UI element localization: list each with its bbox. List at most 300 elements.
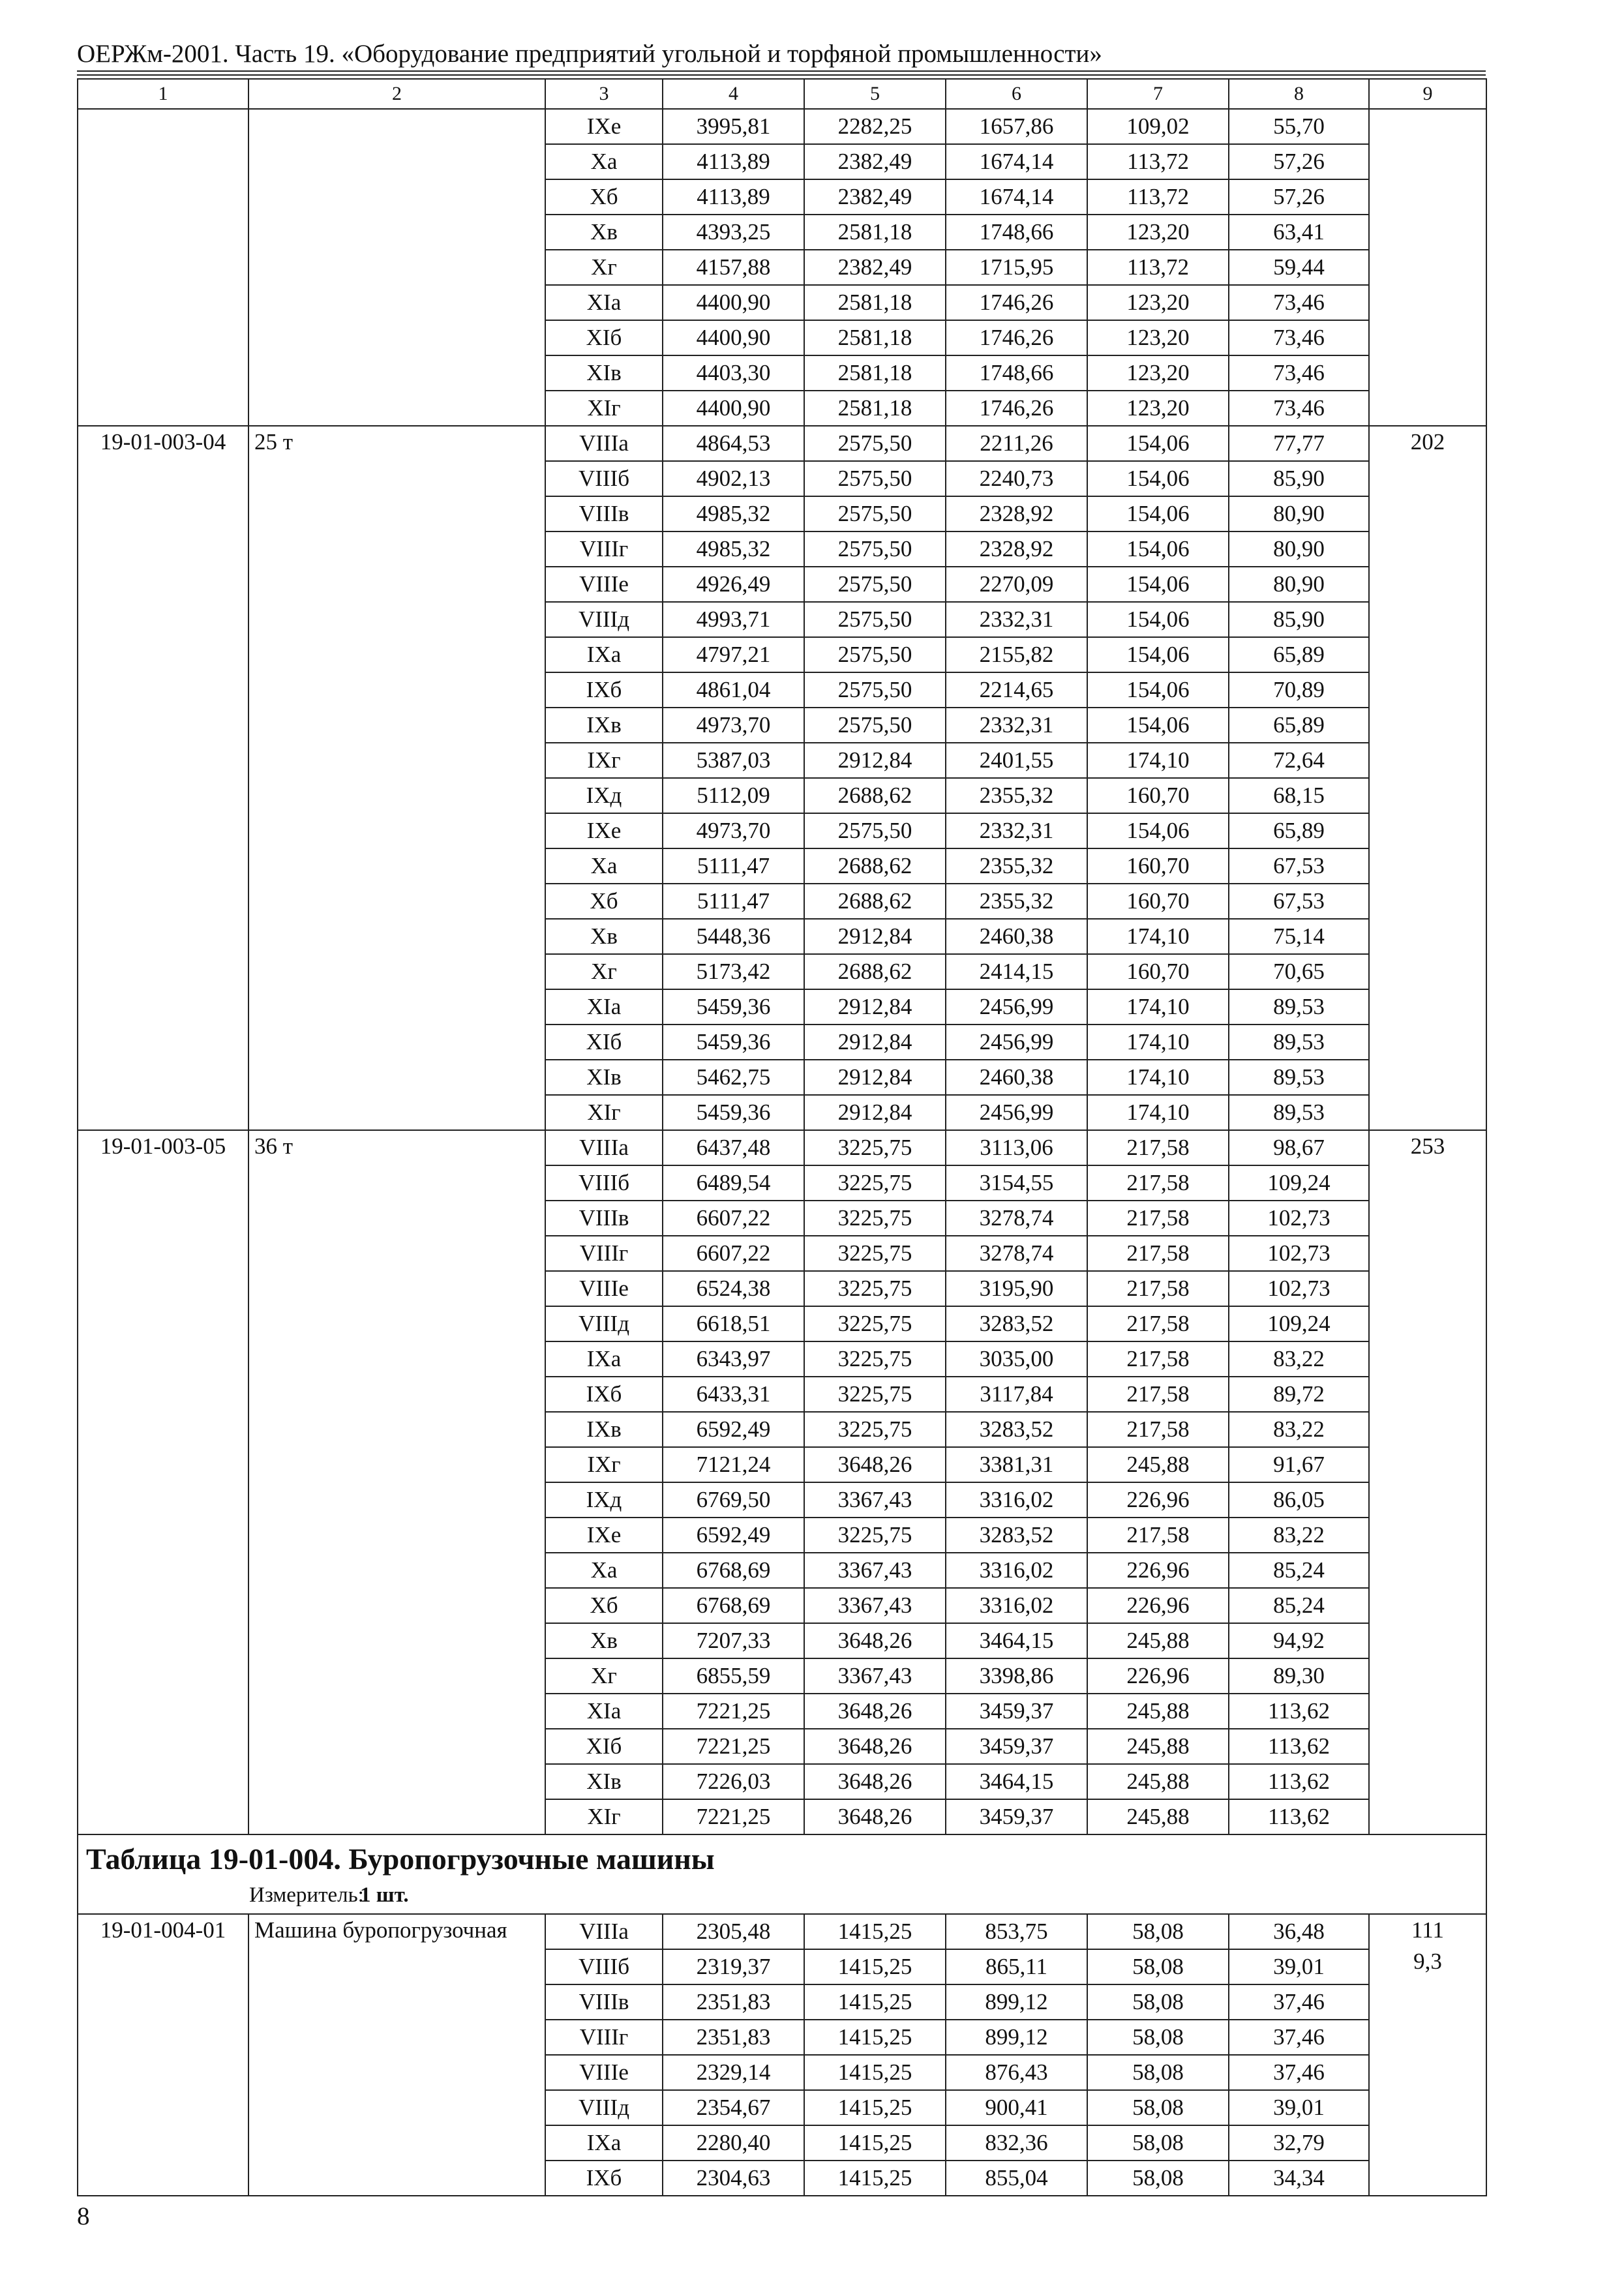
labor-cost-cell: 2575,50	[804, 496, 946, 531]
operator-wage-cell: 217,58	[1087, 1165, 1229, 1201]
labor-cost-cell: 3367,43	[804, 1553, 946, 1588]
column-number-cell: 8	[1229, 79, 1369, 109]
equipment-cost-cell: 865,11	[946, 1949, 1087, 1984]
materials-cost-cell: 85,90	[1229, 461, 1369, 496]
code-cell	[78, 109, 248, 426]
labor-cost-cell: 2688,62	[804, 954, 946, 989]
materials-cost-cell: 73,46	[1229, 355, 1369, 391]
operator-wage-cell: 174,10	[1087, 1095, 1229, 1130]
labor-cost-cell: 3225,75	[804, 1341, 946, 1377]
region-cell: VIIIг	[545, 2020, 663, 2055]
labor-cost-cell: 2575,50	[804, 426, 946, 461]
labor-cost-cell: 1415,25	[804, 1949, 946, 1984]
operator-wage-cell: 58,08	[1087, 1984, 1229, 2020]
region-cell: IXг	[545, 1447, 663, 1482]
materials-cost-cell: 39,01	[1229, 1949, 1369, 1984]
column-number-cell: 2	[248, 79, 545, 109]
materials-cost-cell: 85,24	[1229, 1588, 1369, 1623]
equipment-cost-cell: 1746,26	[946, 285, 1087, 320]
column-number-cell: 6	[946, 79, 1087, 109]
labor-cost-cell: 1415,25	[804, 2125, 946, 2161]
equipment-cost-cell: 3464,15	[946, 1623, 1087, 1658]
total-cost-cell: 6768,69	[663, 1553, 804, 1588]
region-cell: IXа	[545, 637, 663, 672]
labor-cost-cell: 3225,75	[804, 1412, 946, 1447]
code-cell: 19-01-003-04	[78, 426, 248, 1130]
total-cost-cell: 7121,24	[663, 1447, 804, 1482]
total-cost-cell: 4113,89	[663, 144, 804, 179]
wage-rate-value: 9,3	[1413, 1949, 1442, 1974]
measurement-value: 1 шт.	[360, 1883, 409, 1907]
labor-cost-cell: 2912,84	[804, 989, 946, 1025]
labor-cost-cell: 2575,50	[804, 813, 946, 848]
code-cell: 19-01-004-01	[78, 1914, 248, 2196]
region-cell: IXд	[545, 1482, 663, 1518]
measurement-unit	[86, 1881, 1486, 1909]
materials-cost-cell: 65,89	[1229, 708, 1369, 743]
total-cost-cell: 4400,90	[663, 391, 804, 426]
labor-cost-cell: 3648,26	[804, 1694, 946, 1729]
equipment-cost-cell: 1746,26	[946, 391, 1087, 426]
materials-cost-cell: 70,65	[1229, 954, 1369, 989]
labor-cost-cell: 3225,75	[804, 1201, 946, 1236]
operator-wage-cell: 160,70	[1087, 778, 1229, 813]
labor-cost-cell: 3648,26	[804, 1799, 946, 1834]
region-cell: Xг	[545, 1658, 663, 1694]
labor-cost-cell: 3225,75	[804, 1518, 946, 1553]
total-cost-cell: 6768,69	[663, 1588, 804, 1623]
materials-cost-cell: 80,90	[1229, 531, 1369, 567]
equipment-cost-cell: 832,36	[946, 2125, 1087, 2161]
materials-cost-cell: 57,26	[1229, 179, 1369, 215]
region-cell: XIг	[545, 391, 663, 426]
operator-wage-cell: 58,08	[1087, 2161, 1229, 2196]
materials-cost-cell: 89,53	[1229, 989, 1369, 1025]
equipment-cost-cell: 3154,55	[946, 1165, 1087, 1201]
labor-cost-cell: 2912,84	[804, 1060, 946, 1095]
materials-cost-cell: 77,77	[1229, 426, 1369, 461]
operator-wage-cell: 217,58	[1087, 1518, 1229, 1553]
equipment-cost-cell: 1746,26	[946, 320, 1087, 355]
labor-cost-cell: 2581,18	[804, 285, 946, 320]
operator-wage-cell: 217,58	[1087, 1236, 1229, 1271]
operator-wage-cell: 174,10	[1087, 743, 1229, 778]
materials-cost-cell: 113,62	[1229, 1729, 1369, 1764]
total-cost-cell: 4403,30	[663, 355, 804, 391]
labor-cost-cell: 2912,84	[804, 1025, 946, 1060]
equipment-cost-cell: 3316,02	[946, 1553, 1087, 1588]
total-cost-cell: 5111,47	[663, 884, 804, 919]
equipment-cost-cell: 2355,32	[946, 884, 1087, 919]
region-cell: IXг	[545, 743, 663, 778]
labor-cost-cell: 2581,18	[804, 320, 946, 355]
materials-cost-cell: 39,01	[1229, 2090, 1369, 2125]
operator-wage-cell: 58,08	[1087, 1914, 1229, 1949]
materials-cost-cell: 98,67	[1229, 1130, 1369, 1165]
materials-cost-cell: 102,73	[1229, 1201, 1369, 1236]
total-cost-cell: 4985,32	[663, 496, 804, 531]
region-cell: XIа	[545, 989, 663, 1025]
labor-cost-cell: 2688,62	[804, 884, 946, 919]
total-cost-cell: 7221,25	[663, 1729, 804, 1764]
region-cell: XIг	[545, 1799, 663, 1834]
equipment-cost-cell: 899,12	[946, 2020, 1087, 2055]
header-rule-top	[77, 70, 1486, 72]
region-cell: Xб	[545, 1588, 663, 1623]
equipment-cost-cell: 900,41	[946, 2090, 1087, 2125]
labor-cost-cell: 2575,50	[804, 567, 946, 602]
operator-wage-cell: 217,58	[1087, 1271, 1229, 1306]
wage-rate-cell	[1369, 1130, 1486, 1834]
region-cell: IXе	[545, 1518, 663, 1553]
equipment-cost-cell: 2456,99	[946, 1095, 1087, 1130]
region-cell: IXб	[545, 1377, 663, 1412]
operator-wage-cell: 174,10	[1087, 989, 1229, 1025]
materials-cost-cell: 94,92	[1229, 1623, 1369, 1658]
equipment-cost-cell: 3398,86	[946, 1658, 1087, 1694]
labor-cost-cell: 2575,50	[804, 461, 946, 496]
operator-wage-cell: 154,06	[1087, 672, 1229, 708]
total-cost-cell: 2351,83	[663, 2020, 804, 2055]
region-cell: IXд	[545, 778, 663, 813]
equipment-cost-cell: 3459,37	[946, 1694, 1087, 1729]
total-cost-cell: 2319,37	[663, 1949, 804, 1984]
region-cell: VIIIа	[545, 426, 663, 461]
operator-wage-cell: 217,58	[1087, 1341, 1229, 1377]
header-rule-bottom	[77, 74, 1486, 76]
materials-cost-cell: 83,22	[1229, 1341, 1369, 1377]
operator-wage-cell: 174,10	[1087, 1060, 1229, 1095]
materials-cost-cell: 34,34	[1229, 2161, 1369, 2196]
region-cell: Xв	[545, 215, 663, 250]
table-row	[78, 426, 1486, 461]
labor-cost-cell: 3648,26	[804, 1729, 946, 1764]
equipment-cost-cell: 2332,31	[946, 813, 1087, 848]
materials-cost-cell: 73,46	[1229, 391, 1369, 426]
equipment-cost-cell: 3464,15	[946, 1764, 1087, 1799]
column-number-cell: 3	[545, 79, 663, 109]
total-cost-cell: 4797,21	[663, 637, 804, 672]
column-number-cell: 5	[804, 79, 946, 109]
equipment-cost-cell: 3316,02	[946, 1588, 1087, 1623]
labor-cost-cell: 3225,75	[804, 1130, 946, 1165]
operator-wage-cell: 174,10	[1087, 1025, 1229, 1060]
region-cell: IXб	[545, 672, 663, 708]
region-cell: Xв	[545, 919, 663, 954]
total-cost-cell: 4926,49	[663, 567, 804, 602]
operator-wage-cell: 245,88	[1087, 1729, 1229, 1764]
region-cell: XIв	[545, 1764, 663, 1799]
equipment-cost-cell: 2270,09	[946, 567, 1087, 602]
operator-wage-cell: 58,08	[1087, 1949, 1229, 1984]
labor-cost-cell: 2912,84	[804, 743, 946, 778]
total-cost-cell: 6433,31	[663, 1377, 804, 1412]
materials-cost-cell: 80,90	[1229, 567, 1369, 602]
materials-cost-cell: 67,53	[1229, 884, 1369, 919]
equipment-cost-cell: 3459,37	[946, 1799, 1087, 1834]
labor-cost-cell: 2912,84	[804, 1095, 946, 1130]
equipment-cost-cell: 899,12	[946, 1984, 1087, 2020]
materials-cost-cell: 109,24	[1229, 1165, 1369, 1201]
region-cell: Xб	[545, 179, 663, 215]
total-cost-cell: 4902,13	[663, 461, 804, 496]
labor-cost-cell: 3648,26	[804, 1447, 946, 1482]
labor-cost-cell: 2382,49	[804, 250, 946, 285]
total-cost-cell: 6618,51	[663, 1306, 804, 1341]
table-row	[78, 1130, 1486, 1165]
operator-wage-cell: 226,96	[1087, 1588, 1229, 1623]
region-cell: IXб	[545, 2161, 663, 2196]
region-cell: VIIIв	[545, 496, 663, 531]
labor-cost-cell: 2581,18	[804, 355, 946, 391]
total-cost-cell: 4393,25	[663, 215, 804, 250]
labor-cost-cell: 2912,84	[804, 919, 946, 954]
operator-wage-cell: 226,96	[1087, 1553, 1229, 1588]
column-number-row	[78, 79, 1486, 109]
column-number-cell: 1	[78, 79, 248, 109]
labor-cost-cell: 2575,50	[804, 602, 946, 637]
equipment-cost-cell: 2214,65	[946, 672, 1087, 708]
equipment-cost-cell: 2355,32	[946, 778, 1087, 813]
materials-cost-cell: 63,41	[1229, 215, 1369, 250]
materials-cost-cell: 89,53	[1229, 1095, 1369, 1130]
total-cost-cell: 5112,09	[663, 778, 804, 813]
total-cost-cell: 4973,70	[663, 813, 804, 848]
materials-cost-cell: 113,62	[1229, 1694, 1369, 1729]
total-cost-cell: 5387,03	[663, 743, 804, 778]
total-cost-cell: 7221,25	[663, 1694, 804, 1729]
region-cell: Xа	[545, 1553, 663, 1588]
wage-rate-value: 253	[1410, 1133, 1445, 1159]
total-cost-cell: 6855,59	[663, 1658, 804, 1694]
wage-rate-cell	[1369, 109, 1486, 426]
price-table	[77, 78, 1487, 2196]
operator-wage-cell: 58,08	[1087, 2020, 1229, 2055]
operator-wage-cell: 123,20	[1087, 285, 1229, 320]
total-cost-cell: 6607,22	[663, 1236, 804, 1271]
equipment-cost-cell: 3459,37	[946, 1729, 1087, 1764]
materials-cost-cell: 72,64	[1229, 743, 1369, 778]
section-header-cell	[78, 1834, 1486, 1914]
equipment-cost-cell: 1674,14	[946, 144, 1087, 179]
wage-rate-cell	[1369, 426, 1486, 1130]
code-cell: 19-01-003-05	[78, 1130, 248, 1834]
labor-cost-cell: 2581,18	[804, 391, 946, 426]
region-cell: XIб	[545, 1729, 663, 1764]
materials-cost-cell: 37,46	[1229, 2055, 1369, 2090]
total-cost-cell: 5111,47	[663, 848, 804, 884]
operator-wage-cell: 217,58	[1087, 1306, 1229, 1341]
total-cost-cell: 4864,53	[663, 426, 804, 461]
equipment-cost-cell: 1748,66	[946, 215, 1087, 250]
region-cell: VIIIв	[545, 1984, 663, 2020]
operator-wage-cell: 217,58	[1087, 1130, 1229, 1165]
equipment-cost-cell: 3278,74	[946, 1236, 1087, 1271]
operator-wage-cell: 58,08	[1087, 2125, 1229, 2161]
operator-wage-cell: 154,06	[1087, 426, 1229, 461]
materials-cost-cell: 86,05	[1229, 1482, 1369, 1518]
equipment-cost-cell: 3283,52	[946, 1518, 1087, 1553]
region-cell: VIIIб	[545, 461, 663, 496]
region-cell: VIIIг	[545, 1236, 663, 1271]
operator-wage-cell: 154,06	[1087, 496, 1229, 531]
region-cell: VIIIб	[545, 1165, 663, 1201]
region-cell: XIа	[545, 1694, 663, 1729]
total-cost-cell: 5459,36	[663, 989, 804, 1025]
operator-wage-cell: 58,08	[1087, 2055, 1229, 2090]
equipment-cost-cell: 3278,74	[946, 1201, 1087, 1236]
table-row	[78, 1914, 1486, 1949]
table-body	[78, 109, 1486, 2196]
region-cell: XIг	[545, 1095, 663, 1130]
equipment-cost-cell: 3283,52	[946, 1306, 1087, 1341]
region-cell: VIIIа	[545, 1130, 663, 1165]
materials-cost-cell: 89,53	[1229, 1025, 1369, 1060]
materials-cost-cell: 89,72	[1229, 1377, 1369, 1412]
operator-wage-cell: 245,88	[1087, 1447, 1229, 1482]
materials-cost-cell: 109,24	[1229, 1306, 1369, 1341]
operator-wage-cell: 154,06	[1087, 461, 1229, 496]
equipment-cost-cell: 3316,02	[946, 1482, 1087, 1518]
operator-wage-cell: 160,70	[1087, 884, 1229, 919]
materials-cost-cell: 65,89	[1229, 813, 1369, 848]
labor-cost-cell: 1415,25	[804, 1914, 946, 1949]
materials-cost-cell: 89,53	[1229, 1060, 1369, 1095]
column-number-cell: 4	[663, 79, 804, 109]
total-cost-cell: 5173,42	[663, 954, 804, 989]
operator-wage-cell: 154,06	[1087, 637, 1229, 672]
materials-cost-cell: 68,15	[1229, 778, 1369, 813]
equipment-cost-cell: 2332,31	[946, 708, 1087, 743]
total-cost-cell: 7226,03	[663, 1764, 804, 1799]
total-cost-cell: 2280,40	[663, 2125, 804, 2161]
operator-wage-cell: 245,88	[1087, 1764, 1229, 1799]
region-cell: IXа	[545, 1341, 663, 1377]
materials-cost-cell: 67,53	[1229, 848, 1369, 884]
total-cost-cell: 2354,67	[663, 2090, 804, 2125]
region-cell: VIIIб	[545, 1949, 663, 1984]
materials-cost-cell: 91,67	[1229, 1447, 1369, 1482]
labor-cost-cell: 1415,25	[804, 1984, 946, 2020]
materials-cost-cell: 102,73	[1229, 1236, 1369, 1271]
materials-cost-cell: 102,73	[1229, 1271, 1369, 1306]
labor-cost-cell: 2575,50	[804, 708, 946, 743]
equipment-cost-cell: 876,43	[946, 2055, 1087, 2090]
operator-wage-cell: 154,06	[1087, 813, 1229, 848]
labor-cost-cell: 2575,50	[804, 672, 946, 708]
wage-rate-value: 202	[1410, 429, 1445, 455]
labor-cost-cell: 2382,49	[804, 144, 946, 179]
total-cost-cell: 2305,48	[663, 1914, 804, 1949]
equipment-cost-cell: 3283,52	[946, 1412, 1087, 1447]
operator-wage-cell: 245,88	[1087, 1623, 1229, 1658]
region-cell: VIIIе	[545, 2055, 663, 2090]
total-cost-cell: 4861,04	[663, 672, 804, 708]
total-cost-cell: 4993,71	[663, 602, 804, 637]
operator-wage-cell: 154,06	[1087, 531, 1229, 567]
measurement-label: Измеритель:	[249, 1883, 364, 1907]
materials-cost-cell: 36,48	[1229, 1914, 1369, 1949]
materials-cost-cell: 65,89	[1229, 637, 1369, 672]
total-cost-cell: 4157,88	[663, 250, 804, 285]
equipment-cost-cell: 2414,15	[946, 954, 1087, 989]
operator-wage-cell: 113,72	[1087, 144, 1229, 179]
operator-wage-cell: 217,58	[1087, 1377, 1229, 1412]
equipment-cost-cell: 2328,92	[946, 531, 1087, 567]
total-cost-cell: 5459,36	[663, 1025, 804, 1060]
wage-rate-value: 111	[1411, 1917, 1444, 1943]
region-cell: Xа	[545, 848, 663, 884]
equipment-cost-cell: 2456,99	[946, 989, 1087, 1025]
materials-cost-cell: 75,14	[1229, 919, 1369, 954]
materials-cost-cell: 80,90	[1229, 496, 1369, 531]
region-cell: IXа	[545, 2125, 663, 2161]
labor-cost-cell: 1415,25	[804, 2020, 946, 2055]
labor-cost-cell: 2688,62	[804, 778, 946, 813]
labor-cost-cell: 3367,43	[804, 1482, 946, 1518]
total-cost-cell: 2329,14	[663, 2055, 804, 2090]
total-cost-cell: 5459,36	[663, 1095, 804, 1130]
region-cell: XIа	[545, 285, 663, 320]
total-cost-cell: 4400,90	[663, 285, 804, 320]
region-cell: VIIIд	[545, 602, 663, 637]
operator-wage-cell: 113,72	[1087, 179, 1229, 215]
operator-wage-cell: 160,70	[1087, 848, 1229, 884]
total-cost-cell: 6489,54	[663, 1165, 804, 1201]
total-cost-cell: 6437,48	[663, 1130, 804, 1165]
labor-cost-cell: 1415,25	[804, 2055, 946, 2090]
labor-cost-cell: 1415,25	[804, 2090, 946, 2125]
equipment-cost-cell: 855,04	[946, 2161, 1087, 2196]
materials-cost-cell: 85,24	[1229, 1553, 1369, 1588]
operator-wage-cell: 154,06	[1087, 567, 1229, 602]
equipment-cost-cell: 1715,95	[946, 250, 1087, 285]
materials-cost-cell: 70,89	[1229, 672, 1369, 708]
labor-cost-cell: 2581,18	[804, 215, 946, 250]
region-cell: VIIIе	[545, 567, 663, 602]
total-cost-cell: 5462,75	[663, 1060, 804, 1095]
total-cost-cell: 6607,22	[663, 1201, 804, 1236]
materials-cost-cell: 73,46	[1229, 320, 1369, 355]
region-cell: Xб	[545, 884, 663, 919]
equipment-cost-cell: 2460,38	[946, 1060, 1087, 1095]
operator-wage-cell: 123,20	[1087, 320, 1229, 355]
equipment-cost-cell: 1657,86	[946, 109, 1087, 144]
labor-cost-cell: 3367,43	[804, 1658, 946, 1694]
operator-wage-cell: 123,20	[1087, 215, 1229, 250]
region-cell: Xг	[545, 250, 663, 285]
region-cell: IXв	[545, 708, 663, 743]
labor-cost-cell: 3367,43	[804, 1588, 946, 1623]
equipment-cost-cell: 3113,06	[946, 1130, 1087, 1165]
materials-cost-cell: 73,46	[1229, 285, 1369, 320]
region-cell: XIв	[545, 1060, 663, 1095]
region-cell: VIIIв	[545, 1201, 663, 1236]
total-cost-cell: 4985,32	[663, 531, 804, 567]
region-cell: XIб	[545, 1025, 663, 1060]
equipment-cost-cell: 3195,90	[946, 1271, 1087, 1306]
labor-cost-cell: 1415,25	[804, 2161, 946, 2196]
materials-cost-cell: 89,30	[1229, 1658, 1369, 1694]
operator-wage-cell: 109,02	[1087, 109, 1229, 144]
total-cost-cell: 6592,49	[663, 1518, 804, 1553]
equipment-cost-cell: 1748,66	[946, 355, 1087, 391]
labor-cost-cell: 2575,50	[804, 531, 946, 567]
total-cost-cell: 4973,70	[663, 708, 804, 743]
equipment-cost-cell: 3117,84	[946, 1377, 1087, 1412]
materials-cost-cell: 59,44	[1229, 250, 1369, 285]
equipment-cost-cell: 1674,14	[946, 179, 1087, 215]
